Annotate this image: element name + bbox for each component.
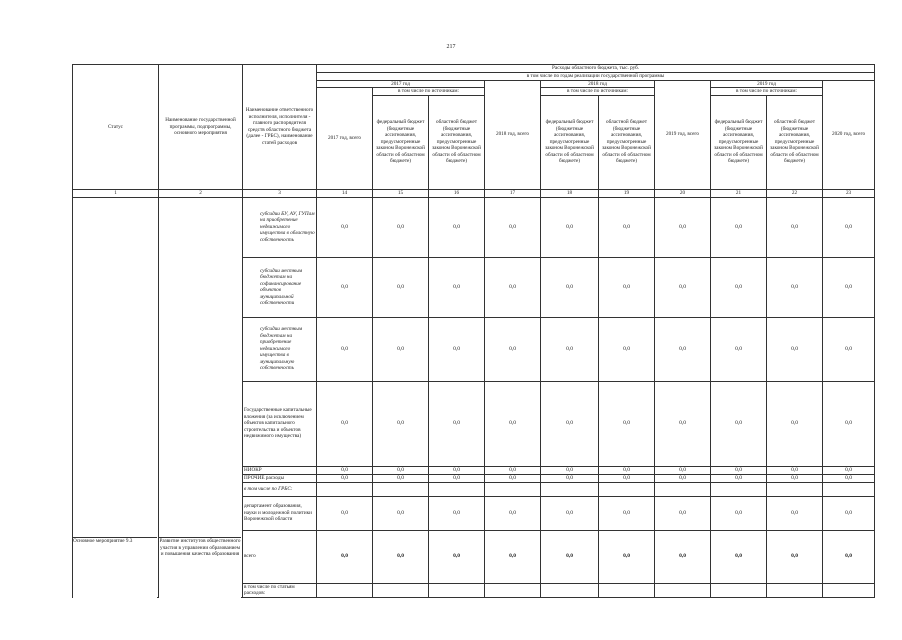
column-number: 19 xyxy=(599,189,655,197)
value-cell: 0,0 xyxy=(373,530,429,583)
value-cell: 0,0 xyxy=(599,530,655,583)
value-cell: 0,0 xyxy=(655,197,711,257)
header-year-2018: 2018 год xyxy=(541,80,655,88)
value-cell: 0,0 xyxy=(429,381,485,466)
program-cell-main-event xyxy=(159,537,241,604)
header-executor: Наименование ответственного исполнителя, исполнителя - главного распорядителя средств областного бюджета (далее - ГРБС), наименование статей расходов xyxy=(243,65,317,190)
column-number: 3 xyxy=(243,189,317,197)
row-label: субсидии местным бюджетам на софинансирование объектов муниципальной собственности xyxy=(243,257,317,317)
value-cell: 0,0 xyxy=(767,496,823,530)
value-cell-empty xyxy=(485,482,541,496)
row-label: ПРОЧИЕ расходы xyxy=(243,474,317,482)
header-year-2017: 2017 год xyxy=(317,80,485,88)
value-cell-empty xyxy=(429,482,485,496)
value-cell: 0,0 xyxy=(485,496,541,530)
value-cell: 0,0 xyxy=(599,496,655,530)
value-cell-empty xyxy=(485,583,541,597)
value-cell: 0,0 xyxy=(485,317,541,381)
header-federal-2018: федеральный бюджет (бюджетные ассигнования, предусмотренные законом Воронежской области об областном бюджете) xyxy=(541,95,599,189)
value-cell: 0,0 xyxy=(655,257,711,317)
row-label: субсидии БУ, АУ, ГУПам на приобретение недвижимого имущества в областную собственность xyxy=(243,197,317,257)
value-cell: 0,0 xyxy=(655,466,711,474)
column-number: 20 xyxy=(655,189,711,197)
row-label: департамент образования, науки и молодежной политики Воронежской области xyxy=(243,496,317,530)
value-cell-empty xyxy=(711,482,767,496)
value-cell: 0,0 xyxy=(373,496,429,530)
value-cell: 0,0 xyxy=(485,466,541,474)
value-cell: 0,0 xyxy=(655,381,711,466)
header-program: Наименование государственной программы, подпрограммы, основного мероприятия xyxy=(159,65,243,190)
value-cell: 0,0 xyxy=(711,317,767,381)
header-total-2019: 2019 год, всего xyxy=(655,80,711,189)
header-incl-sources-2018: в том числе по источникам: xyxy=(541,88,655,96)
value-cell: 0,0 xyxy=(823,466,875,474)
value-cell-empty xyxy=(655,583,711,597)
value-cell: 0,0 xyxy=(373,317,429,381)
value-cell: 0,0 xyxy=(823,530,875,583)
column-number: 18 xyxy=(541,189,599,197)
column-number: 15 xyxy=(373,189,429,197)
value-cell: 0,0 xyxy=(823,317,875,381)
value-cell: 0,0 xyxy=(767,474,823,482)
value-cell: 0,0 xyxy=(655,530,711,583)
value-cell: 0,0 xyxy=(541,381,599,466)
row-label: субсидии местным бюджетам на приобретение недвижимого имущества в муниципальную собственность xyxy=(243,317,317,381)
value-cell: 0,0 xyxy=(485,530,541,583)
value-cell: 0,0 xyxy=(711,381,767,466)
row-label: в том числе по ГРБС: xyxy=(243,482,317,496)
status-label: Основное мероприятие 9.3 xyxy=(73,538,133,544)
value-cell: 0,0 xyxy=(485,474,541,482)
column-number: 17 xyxy=(485,189,541,197)
row-label: всего xyxy=(243,530,317,583)
value-cell: 0,0 xyxy=(317,530,373,583)
value-cell-empty xyxy=(823,583,875,597)
value-cell: 0,0 xyxy=(711,257,767,317)
value-cell: 0,0 xyxy=(429,474,485,482)
value-cell: 0,0 xyxy=(767,381,823,466)
value-cell: 0,0 xyxy=(373,197,429,257)
value-cell-empty xyxy=(655,482,711,496)
value-cell-empty xyxy=(767,482,823,496)
header-incl-sources-2019: в том числе по источникам: xyxy=(711,88,823,96)
value-cell: 0,0 xyxy=(711,197,767,257)
value-cell-empty xyxy=(373,583,429,597)
value-cell: 0,0 xyxy=(767,530,823,583)
value-cell: 0,0 xyxy=(373,474,429,482)
header-status: Статус xyxy=(73,65,159,190)
header-federal-2017: федеральный бюджет (бюджетные ассигнования, предусмотренные законом Воронежской области об областном бюджете) xyxy=(373,95,429,189)
value-cell: 0,0 xyxy=(655,474,711,482)
value-cell: 0,0 xyxy=(429,197,485,257)
value-cell-empty xyxy=(767,583,823,597)
program-label: Развитие институтов общественного участия в управлении образованием и повышения качества образования xyxy=(159,538,241,557)
value-cell: 0,0 xyxy=(541,496,599,530)
value-cell: 0,0 xyxy=(317,466,373,474)
value-cell-empty xyxy=(317,482,373,496)
value-cell-empty xyxy=(599,482,655,496)
header-regional-2019: областной бюджет (бюджетные ассигнования, предусмотренные законом Воронежской области об областном бюджете) xyxy=(767,95,823,189)
value-cell: 0,0 xyxy=(711,496,767,530)
value-cell: 0,0 xyxy=(655,496,711,530)
value-cell: 0,0 xyxy=(373,257,429,317)
value-cell: 0,0 xyxy=(485,381,541,466)
table-row xyxy=(73,197,875,257)
row-label: Государственные капитальные вложения (за исключением объектов капитального строительства и объектов недвижимого имущества) xyxy=(243,381,317,466)
value-cell: 0,0 xyxy=(767,197,823,257)
header-total-2018: 2018 год, всего xyxy=(485,80,541,189)
value-cell: 0,0 xyxy=(541,317,599,381)
header-federal-2019: федеральный бюджет (бюджетные ассигнования, предусмотренные законом Воронежской области об областном бюджете) xyxy=(711,95,767,189)
value-cell: 0,0 xyxy=(317,197,373,257)
column-number: 14 xyxy=(317,189,373,197)
value-cell: 0,0 xyxy=(711,530,767,583)
header-year-2019: 2019 год xyxy=(711,80,823,88)
column-number: 22 xyxy=(767,189,823,197)
value-cell-empty xyxy=(541,583,599,597)
value-cell: 0,0 xyxy=(599,466,655,474)
value-cell: 0,0 xyxy=(373,381,429,466)
value-cell-empty xyxy=(429,583,485,597)
value-cell: 0,0 xyxy=(429,496,485,530)
page-number: 217 xyxy=(446,44,456,50)
value-cell: 0,0 xyxy=(541,197,599,257)
header-total-2020: 2020 год, всего xyxy=(823,80,875,189)
value-cell: 0,0 xyxy=(317,474,373,482)
value-cell: 0,0 xyxy=(317,257,373,317)
value-cell-empty xyxy=(317,583,373,597)
value-cell: 0,0 xyxy=(711,474,767,482)
value-cell: 0,0 xyxy=(823,474,875,482)
value-cell: 0,0 xyxy=(599,197,655,257)
value-cell: 0,0 xyxy=(541,474,599,482)
value-cell: 0,0 xyxy=(823,496,875,530)
budget-table xyxy=(72,64,875,598)
value-cell-empty xyxy=(711,583,767,597)
value-cell: 0,0 xyxy=(767,257,823,317)
value-cell: 0,0 xyxy=(823,257,875,317)
value-cell: 0,0 xyxy=(767,317,823,381)
value-cell-empty xyxy=(541,482,599,496)
value-cell: 0,0 xyxy=(599,317,655,381)
value-cell: 0,0 xyxy=(599,474,655,482)
value-cell-empty xyxy=(373,482,429,496)
value-cell: 0,0 xyxy=(429,257,485,317)
column-number: 23 xyxy=(823,189,875,197)
value-cell: 0,0 xyxy=(767,466,823,474)
value-cell: 0,0 xyxy=(823,197,875,257)
column-number: 1 xyxy=(73,189,159,197)
header-total-2017: 2017 год, всего xyxy=(317,88,373,190)
header-expenses-title: Расходы областного бюджета, тыс. руб. xyxy=(317,65,875,73)
column-number: 16 xyxy=(429,189,485,197)
value-cell: 0,0 xyxy=(599,257,655,317)
value-cell: 0,0 xyxy=(429,530,485,583)
value-cell-empty xyxy=(599,583,655,597)
status-cell-main-event xyxy=(73,537,157,604)
value-cell: 0,0 xyxy=(317,317,373,381)
row-label: НИОКР xyxy=(243,466,317,474)
value-cell: 0,0 xyxy=(541,530,599,583)
header-subtitle: в том числе по годам реализации государственной программы xyxy=(317,73,875,81)
value-cell: 0,0 xyxy=(429,317,485,381)
value-cell: 0,0 xyxy=(823,381,875,466)
value-cell: 0,0 xyxy=(541,257,599,317)
value-cell: 0,0 xyxy=(655,317,711,381)
value-cell: 0,0 xyxy=(317,381,373,466)
value-cell: 0,0 xyxy=(485,257,541,317)
column-number: 21 xyxy=(711,189,767,197)
header-incl-sources-2017: в том числе по источникам: xyxy=(373,88,485,96)
value-cell: 0,0 xyxy=(317,496,373,530)
header-regional-2018: областной бюджет (бюджетные ассигнования, предусмотренные законом Воронежской области об областном бюджете) xyxy=(599,95,655,189)
value-cell: 0,0 xyxy=(541,466,599,474)
value-cell: 0,0 xyxy=(373,466,429,474)
row-label: в том числе по статьям расходов: xyxy=(243,583,317,597)
value-cell: 0,0 xyxy=(711,466,767,474)
header-regional-2017: областной бюджет (бюджетные ассигнования, предусмотренные законом Воронежской области об областном бюджете) xyxy=(429,95,485,189)
column-number: 2 xyxy=(159,189,243,197)
value-cell: 0,0 xyxy=(599,381,655,466)
value-cell-empty xyxy=(823,482,875,496)
value-cell: 0,0 xyxy=(429,466,485,474)
value-cell: 0,0 xyxy=(485,197,541,257)
